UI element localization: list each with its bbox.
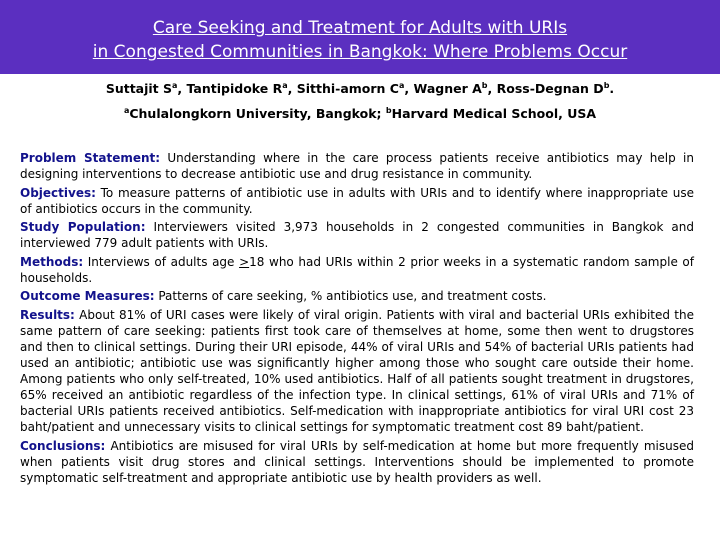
conclusions-text: Antibiotics are misused for viral URIs by self-medication at home but more frequently misused when patients visit drug stores and clinical settings. Interventions should be implemented to promote symptomatic self-treatment and appropriate antibiotic use by health providers as well. [20, 438, 694, 486]
outcome-measures-text: Patterns of care seeking, % antibiotics use, and treatment costs. [154, 289, 547, 304]
title-banner [0, 0, 720, 74]
methods-text-continued: 18 who had URIs within 2 prior weeks in a systematic random sample of households. [20, 254, 695, 285]
author-name: , Tantipidoke R [177, 81, 283, 96]
author-affiliation-mark: a [282, 80, 288, 90]
author-name: , Ross-Degnan D [487, 81, 604, 96]
problem-statement-paragraph [20, 150, 694, 182]
abstract-body [20, 150, 694, 489]
results-label: Results: [20, 307, 75, 322]
author-list [0, 81, 720, 96]
objectives-text: To measure patterns of antibiotic use in adults with URIs and to identify where inappropriate use of antibiotics occurs in the community. [20, 185, 694, 216]
author-affiliation-mark: a [172, 80, 178, 90]
problem-statement-label: Problem Statement: [20, 151, 161, 165]
greater-equal-symbol: > [239, 254, 250, 269]
study-population-text: Interviewers visited 3,973 households in 2 congested communities in Bangkok and interviewed 779 adult patients with URIs. [20, 220, 694, 251]
author-name: Suttajit S [105, 81, 172, 96]
affiliation-text: Chulalongkorn University, Bangkok; [129, 106, 386, 121]
title-line-2: in Congested Communities in Bangkok: Where Problems Occur [92, 42, 628, 62]
problem-statement-text: Understanding where in the care process patients receive antibiotics may help in designing interventions to decrease antibiotic use and drug resistance in community. [20, 151, 694, 182]
affiliation-text: Harvard Medical School, USA [391, 106, 597, 121]
title-line-1: Care Seeking and Treatment for Adults with URIs [152, 18, 568, 38]
study-population-label: Study Population: [20, 220, 146, 235]
affiliation-line [0, 106, 720, 121]
objectives-label: Objectives: [20, 185, 96, 200]
author-list-end: . [609, 81, 615, 96]
conclusions-label: Conclusions: [20, 438, 106, 453]
affiliation-mark: a [123, 105, 130, 115]
conclusions-paragraph [20, 438, 694, 486]
affiliation-mark: b [385, 105, 392, 115]
outcome-measures-paragraph [20, 288, 694, 304]
author-affiliation-mark: b [603, 80, 610, 90]
methods-paragraph [20, 254, 694, 286]
results-text: About 81% of URI cases were likely of viral origin. Patients with viral and bacterial URIs exhibited the same pattern of care seeking: patients first took care of themselves at home, some then went to drugstores and then to clinical settings. During their URI episode, 44% of viral URIs and 54% of bacterial URIs patients had used an antibiotic; antibiotic use was significantly higher among those who sought care outside their home. Among patients who only self-treated, 10% used antibiotics. Half of all patients sought treatment in drugstores, 65% received an antibiotic regardless of the infection type. In clinical settings, 61% of viral URIs and 71% of bacterial URIs patients received antibiotics. Self-medication with inappropriate antibiotics for viral URI cost 23 baht/patient and unnecessary visits to clinical settings for symptomatic treatment cost 89 baht/patient. [20, 307, 694, 435]
author-affiliation-mark: b [481, 80, 488, 90]
study-population-paragraph [20, 219, 694, 251]
methods-text: Interviews of adults age [83, 254, 240, 269]
outcome-measures-label: Outcome Measures: [20, 289, 155, 304]
objectives-paragraph [20, 185, 694, 217]
methods-label: Methods: [20, 254, 84, 269]
author-affiliation-mark: a [398, 80, 405, 90]
author-name: , Wagner A [404, 81, 482, 96]
results-paragraph [20, 307, 694, 436]
author-name: , Sitthi-amorn C [287, 81, 399, 96]
